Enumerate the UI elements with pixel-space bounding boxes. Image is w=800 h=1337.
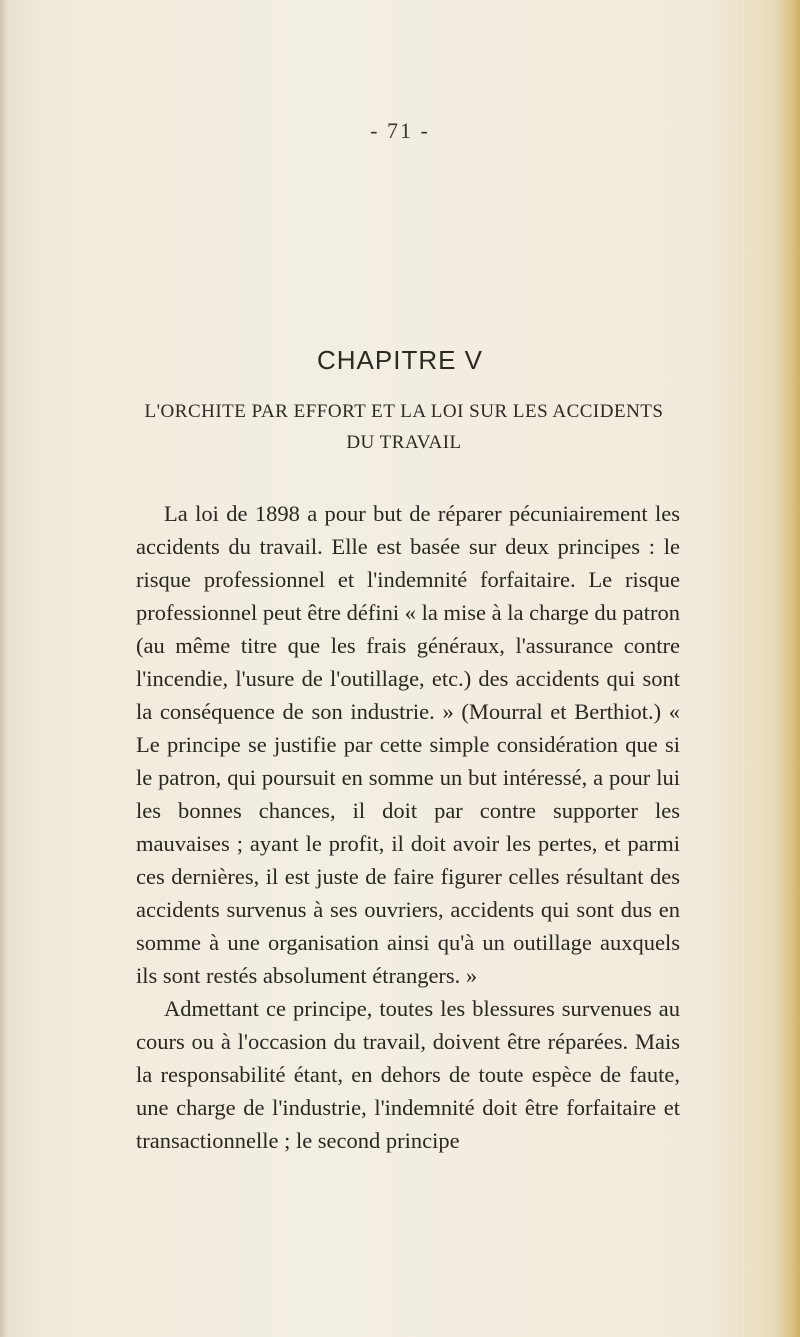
- chapter-title-line-2: DU TRAVAIL: [346, 432, 462, 453]
- body-text: [136, 497, 680, 1157]
- page-left-shadow: [0, 0, 8, 1337]
- chapter-title: [104, 396, 704, 458]
- chapter-title-line-1: L'ORCHITE PAR EFFORT ET LA LOI SUR LES ACCIDENTS: [144, 401, 664, 422]
- paragraph: La loi de 1898 a pour but de réparer pécuniairement les accidents du travail. Elle est basée sur deux principes : le risque professionnel et l'indemnité forfaitaire. Le risque professionnel peut être défini « la mise à la charge du patron (au même titre que les frais généraux, l'assurance contre l'incendie, l'usure de l'outillage, etc.) des accidents qui sont la conséquence de son industrie. » (Mourral et Berthiot.) « Le principe se justifie par cette simple considération que si le patron, qui poursuit en somme un but intéressé, a pour lui les bonnes chances, il doit par contre supporter les mauvaises ; ayant le profit, il doit avoir les pertes, et parmi ces dernières, il est juste de faire figurer celles résultant des accidents survenus à ses ouvriers, accidents qui sont dus en somme à une organisation ainsi qu'à un outillage auxquels ils sont restés absolument étrangers. »: [136, 501, 680, 988]
- paragraph: Admettant ce principe, toutes les blessures survenues au cours ou à l'occasion du travail, doivent être réparées. Mais la responsabilité étant, en dehors de toute espèce de faute, une charge de l'industrie, l'indemnité doit être forfaitaire et transactionnelle ; le second principe: [136, 996, 680, 1153]
- page-number: - 71 -: [370, 118, 430, 143]
- chapter-heading: CHAPITRE V: [316, 345, 484, 375]
- page-right-edge-discoloration: [776, 0, 800, 1337]
